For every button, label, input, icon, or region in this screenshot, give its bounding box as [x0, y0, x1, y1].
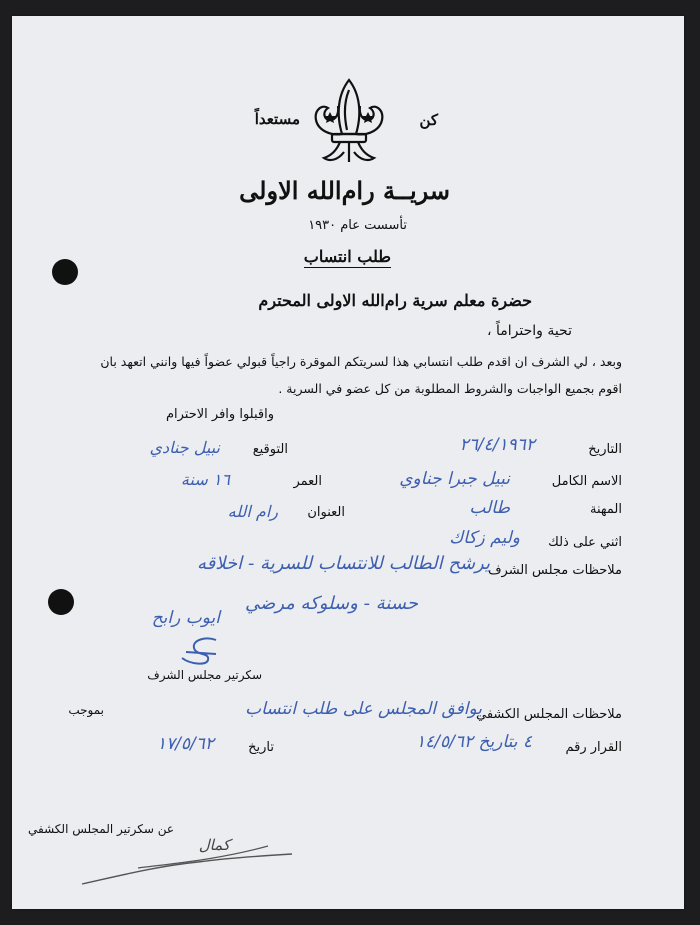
motto-right: مستعداً [254, 110, 300, 128]
fleur-de-lis-icon [308, 76, 390, 168]
decision-number-label: القرار رقم [565, 740, 622, 755]
address-label: العنوان [307, 505, 345, 520]
founded-year: تأسست عام ١٩٣٠ [308, 218, 407, 233]
punch-hole-bottom [48, 589, 74, 615]
body-line-1: وبعد ، لي الشرف ان اقدم طلب انتسابي هذا لسريتكم الموقرة راجياً قبولي عضواً فيها وانني اتعهد بان [100, 354, 622, 369]
decision-number-value: ٤ بتاريخ ١٤/٥/٦٢ [415, 732, 532, 752]
greeting: تحية واحتراماً ، [487, 323, 572, 339]
council-secretary-signature: كمال [198, 836, 230, 854]
age-value: ١٦ سنة [180, 470, 230, 489]
decision-date-value: ١٧/٥/٦٢ [156, 734, 214, 754]
council-by-label: بموجب [68, 703, 104, 717]
date-value: ٢٦/٤/١٩٦٢ [459, 435, 535, 455]
council-notes-label: ملاحظات المجلس الكشفي [475, 707, 622, 722]
decision-date-label: تاريخ [248, 740, 274, 755]
endorse-label: اثني على ذلك [548, 535, 622, 550]
honor-council-label: ملاحظات مجلس الشرف [488, 563, 622, 578]
occupation-label: المهنة [590, 502, 622, 517]
council-note: يوافق المجلس على طلب انتساب [245, 699, 482, 719]
honor-note-line-2: حسنة - وسلوكه مرضي [244, 593, 418, 614]
council-secretary-label: عن سكرتير المجلس الكشفي [28, 822, 174, 836]
punch-hole-top [52, 259, 78, 285]
name-label: الاسم الكامل [551, 474, 622, 489]
closing: واقبلوا وافر الاحترام [165, 407, 274, 422]
form-title: طلب انتساب [303, 247, 391, 266]
motto-left: كن [419, 111, 438, 129]
honor-note-line-1: يرشح الطالب للانتساب للسرية - اخلاقه [196, 553, 490, 574]
occupation-value: طالب [469, 498, 510, 518]
body-line-2: اقوم بجميع الواجبات والشروط المطلوبة من كل عضو في السرية . [278, 381, 622, 396]
honor-secretary-label: سكرتير مجلس الشرف [147, 668, 262, 682]
signature-value: نبيل جنادي [149, 438, 220, 457]
date-label: التاريخ [588, 442, 622, 457]
signature-label: التوقيع [252, 442, 288, 457]
troop-name: سريــة رام‌الله الاولى [239, 176, 450, 205]
address-value: رام الله [227, 502, 278, 521]
council-secretary-signature-stroke [78, 838, 298, 888]
name-value: نبيل جبرا جناوي [399, 469, 510, 489]
age-label: العمر [293, 474, 322, 489]
addressee: حضرة معلم سرية رام‌الله الاولى المحترم [258, 291, 532, 310]
honor-signature-mark [176, 634, 222, 668]
endorse-value: وليم زكاك [449, 528, 520, 548]
honor-signer: ايوب رابح [151, 608, 220, 628]
